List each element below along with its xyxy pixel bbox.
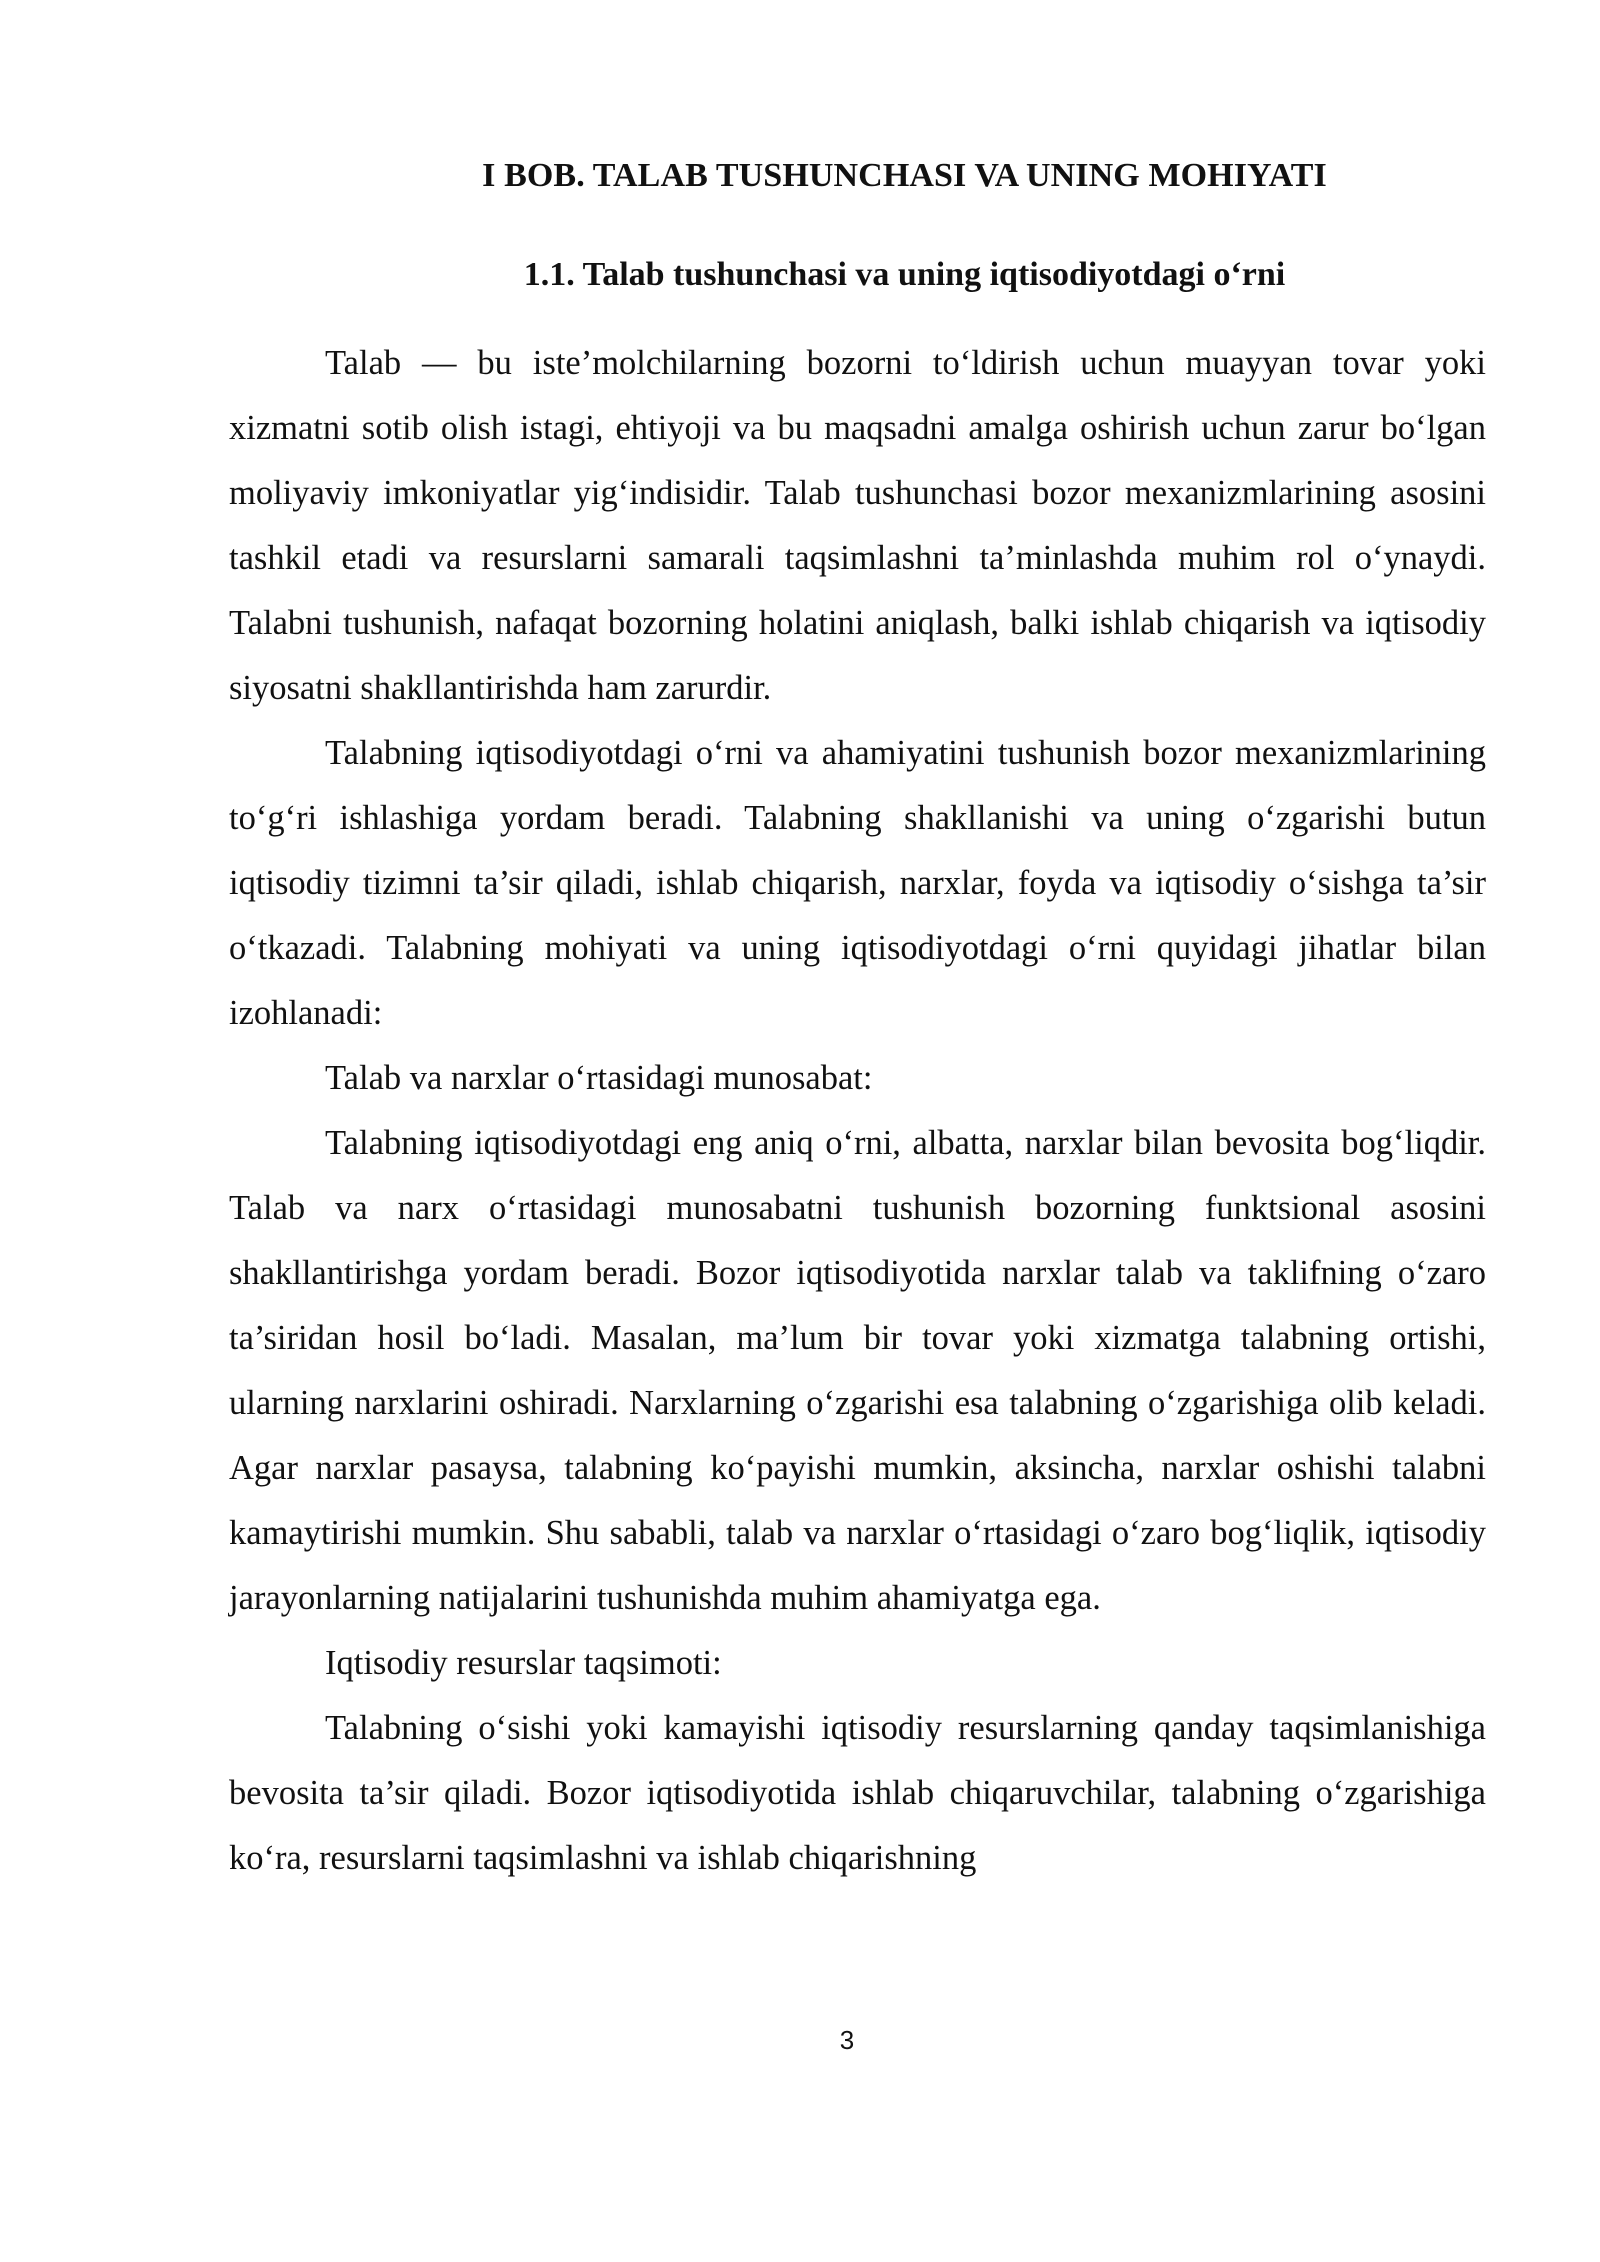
section-title: 1.1. Talab tushunchasi va uning iqtisodiyotdagi o‘rni: [523, 256, 1286, 293]
subheading-price-relation: Talab va narxlar o‘rtasidagi munosabat:: [325, 1059, 873, 1097]
paragraph-resource-allocation: Talabning o‘sishi yoki kamayishi iqtisodiy resurslarning qanday taqsimlanishiga bevosita ta’sir qiladi. Bozor iqtisodiyotida ishlab chiqaruvchilar, talabning o‘zgarishiga ko‘ra, resurslarni taqsimlashni va ishlab chiqarishning: [229, 1709, 1486, 1877]
chapter-title: I BOB. TALAB TUSHUNCHASI VA UNING MOHIYATI: [482, 157, 1327, 194]
paragraph-price-relation: Talabning iqtisodiyotdagi eng aniq o‘rni, albatta, narxlar bilan bevosita bog‘liqdir. Talab va narx o‘rtasidagi munosabatni tushunish bozorning funktsional asosini shakllantirishga yordam beradi. Bozor iqtisodiyotida narxlar talab va taklifning o‘zaro ta’siridan hosil bo‘ladi. Masalan, ma’lum bir tovar yoki xizmatga talabning ortishi, ularning narxlarini oshiradi. Narxlarning o‘zgarishi esa talabning o‘zgarishiga olib keladi. Agar narxlar pasaysa, talabning ko‘payishi mumkin, aksincha, narxlar oshishi talabni kamaytirishi mumkin. Shu sababli, talab va narxlar o‘rtasidagi o‘zaro bog‘liqlik, iqtisodiy jarayonlarning natijalarini tushunishda muhim ahamiyatga ega.: [229, 1124, 1486, 1617]
page-content: [229, 150, 1486, 1891]
subheading-resource-allocation: Iqtisodiy resurslar taqsimoti:: [325, 1644, 722, 1682]
body-text: [229, 331, 1486, 1891]
paragraph-role: Talabning iqtisodiyotdagi o‘rni va ahamiyatini tushunish bozor mexanizmlarining to‘g‘ri ishlashiga yordam beradi. Talabning shakllanishi va uning o‘zgarishi butun iqtisodiy tizimni ta’sir qiladi, ishlab chiqarish, narxlar, foyda va iqtisodiy o‘sishga ta’sir o‘tkazadi. Talabning mohiyati va uning iqtisodiyotdagi o‘rni quyidagi jihatlar bilan izohlanadi:: [229, 734, 1486, 1032]
paragraph-definition: Talab — bu iste’molchilarning bozorni to‘ldirish uchun muayyan tovar yoki xizmatni sotib olish istagi, ehtiyoji va bu maqsadni amalga oshirish uchun zarur bo‘lgan moliyaviy imkoniyatlar yig‘indisidir. Talab tushunchasi bozor mexanizmlarining asosini tashkil etadi va resurslarni samarali taqsimlashni ta’minlashda muhim rol o‘ynaydi. Talabni tushunish, nafaqat bozorning holatini aniqlash, balki ishlab chiqarish va iqtisodiy siyosatni shakllantirishda ham zarurdir.: [229, 344, 1486, 707]
page-number: 3: [839, 2025, 855, 2055]
